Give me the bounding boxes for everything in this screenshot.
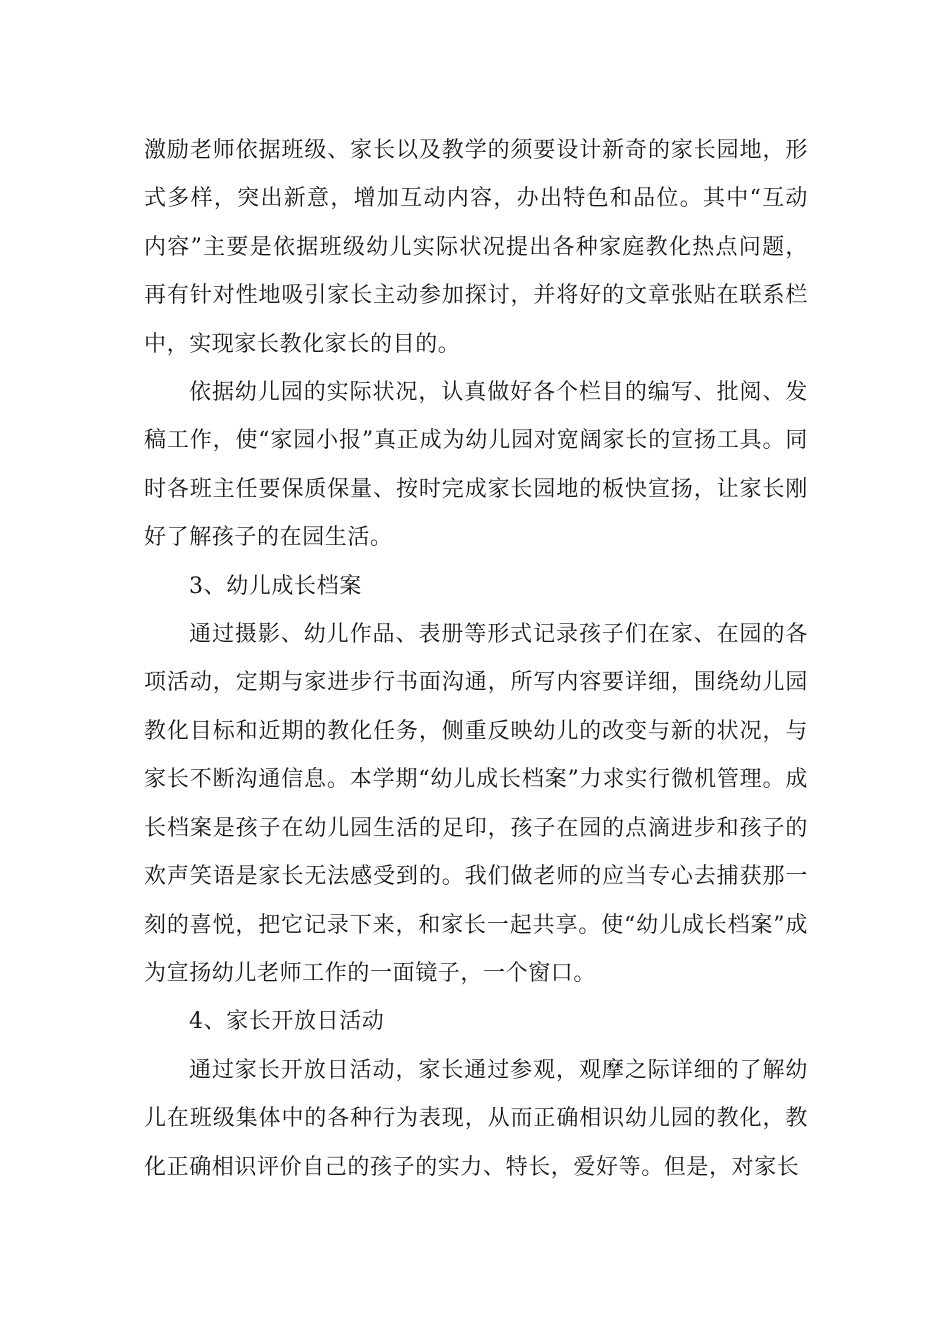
section-heading-open-day: 4、家长开放日活动 bbox=[189, 1009, 385, 1035]
paragraph-family-newsletter: 依据幼儿园的实际状况，认真做好各个栏目的编写、批阅、发稿工作，使“家园小报”真正成为幼儿园对宽阔家长的宣扬工具。同时各班主任要保质保量、按时完成家长园地的板快宣扬，让家长刚好了解孩子的在园生活。 bbox=[144, 380, 808, 551]
paragraph-parent-garden-continued: 激励老师依据班级、家长以及教学的须要设计新奇的家长园地，形式多样，突出新意，增加互动内容，办出特色和品位。其中“互动内容”主要是依据班级幼儿实际状况提出各种家庭教化热点问题，再有针对性地吸引家长主动参加探讨，并将好的文章张贴在联系栏中，实现家长教化家长的目的。 bbox=[144, 138, 808, 357]
section-heading-growth-record: 3、幼儿成长档案 bbox=[189, 573, 362, 599]
document-body bbox=[144, 127, 808, 1192]
paragraph-growth-record: 通过摄影、幼儿作品、表册等形式记录孩子们在家、在园的各项活动，定期与家进步行书面沟通，所写内容要详细，围绕幼儿园教化目标和近期的教化任务，侧重反映幼儿的改变与新的状况，与家长不断沟通信息。本学期“幼儿成长档案”力求实行微机管理。成长档案是孩子在幼儿园生活的足印，孩子在园的点滴进步和孩子的欢声笑语是家长无法感受到的。我们做老师的应当专心去捕获那一刻的喜悦，把它记录下来，和家长一起共享。使“幼儿成长档案”成为宣扬幼儿老师工作的一面镜子，一个窗口。 bbox=[144, 622, 808, 986]
paragraph-open-day: 通过家长开放日活动，家长通过参观，观摩之际详细的了解幼儿在班级集体中的各种行为表现，从而正确相识幼儿园的教化，教化正确相识评价自己的孩子的实力、特长，爱好等。但是，对家长 bbox=[144, 1057, 808, 1180]
